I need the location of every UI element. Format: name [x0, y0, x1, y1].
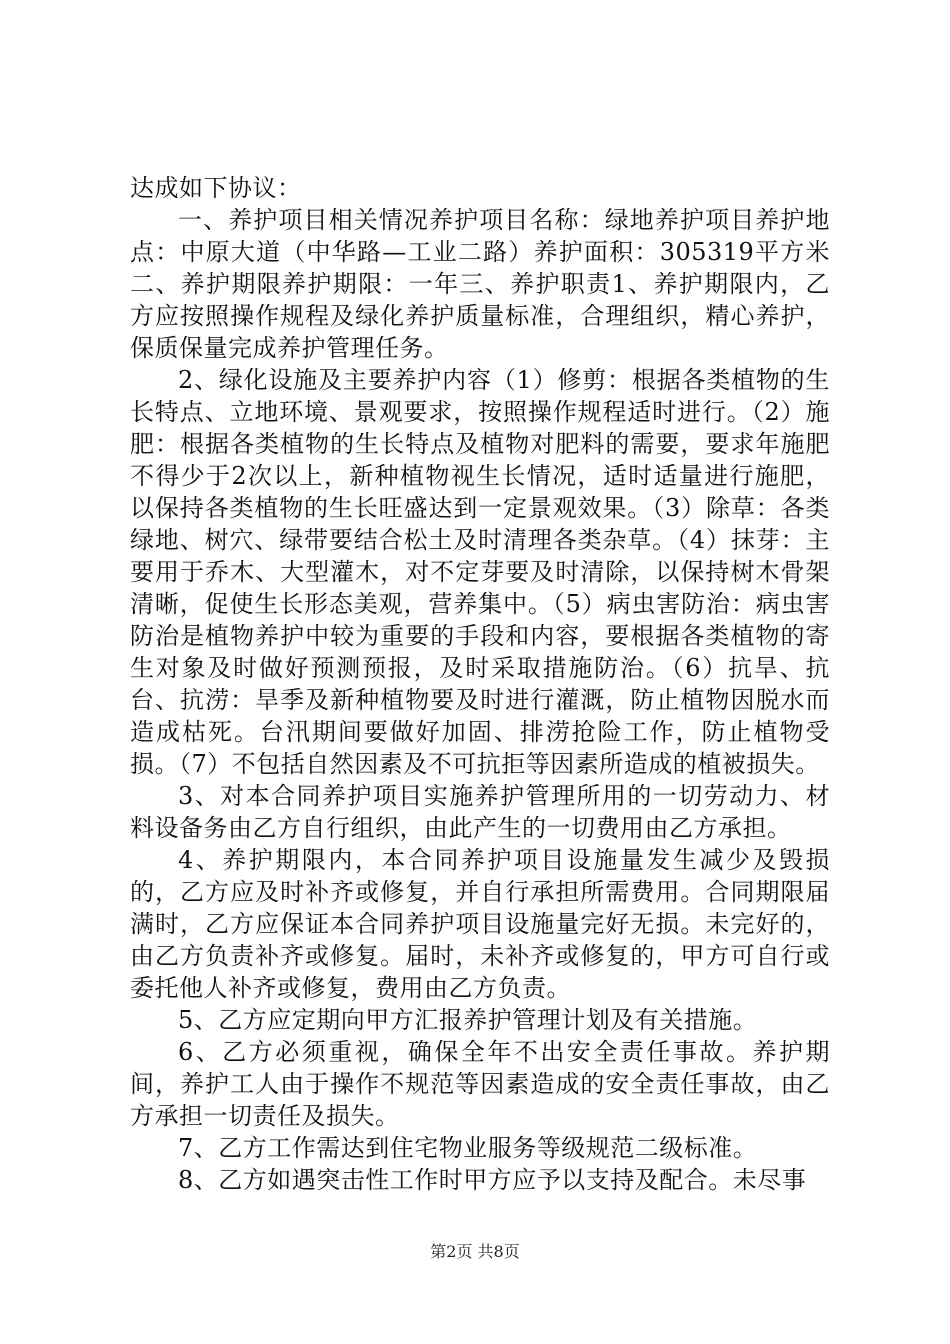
- document-body: [130, 172, 830, 1196]
- paragraph-clause-2: 2、绿化设施及主要养护内容（1）修剪：根据各类植物的生长特点、立地环境、景观要求，按照操作规程适时进行。（2）施肥：根据各类植物的生长特点及植物对肥料的需要，要求年施肥不得少于2次以上，新种植物视生长情况，适时适量进行施肥，以保持各类植物的生长旺盛达到一定景观效果。（3）除草：各类绿地、树穴、绿带要结合松土及时清理各类杂草。（4）抹芽：主要用于乔木、大型灌木，对不定芽要及时清除，以保持树木骨架清晰，促使生长形态美观，营养集中。（5）病虫害防治：病虫害防治是植物养护中较为重要的手段和内容，要根据各类植物的寄生对象及时做好预测预报，及时采取措施防治。（6）抗旱、抗台、抗涝：旱季及新种植物要及时进行灌溉，防止植物因脱水而造成枯死。台汛期间要做好加固、排涝抢险工作，防止植物受损。（7）不包括自然因素及不可抗拒等因素所造成的植被损失。: [130, 366, 830, 778]
- paragraph-clause-1: 一、养护项目相关情况养护项目名称：绿地养护项目养护地点：中原大道（中华路—工业二路）养护面积：305319平方米二、养护期限养护期限：一年三、养护职责1、养护期限内，乙方应按照操作规程及绿化养护质量标准，合理组织，精心养护，保质保量完成养护管理任务。: [130, 206, 830, 362]
- paragraph-clause-3: 3、对本合同养护项目实施养护管理所用的一切劳动力、材料设备务由乙方自行组织，由此产生的一切费用由乙方承担。: [130, 782, 830, 842]
- paragraph-intro: 达成如下协议：: [130, 174, 302, 202]
- paragraph-clause-7: 7、乙方工作需达到住宅物业服务等级规范二级标准。: [178, 1134, 758, 1162]
- paragraph-clause-4: 4、养护期限内，本合同养护项目设施量发生减少及毁损的，乙方应及时补齐或修复，并自行承担所需费用。合同期限届满时，乙方应保证本合同养护项目设施量完好无损。未完好的，由乙方负责补齐或修复。届时，未补齐或修复的，甲方可自行或委托他人补齐或修复，费用由乙方负责。: [130, 846, 830, 1002]
- paragraph-clause-5: 5、乙方应定期向甲方汇报养护管理计划及有关措施。: [178, 1006, 758, 1034]
- paragraph-clause-8: 8、乙方如遇突击性工作时甲方应予以支持及配合。未尽事: [178, 1166, 807, 1194]
- page-number-footer: 第2页 共8页: [430, 1242, 520, 1261]
- paragraph-clause-6: 6、乙方必须重视，确保全年不出安全责任事故。养护期间，养护工人由于操作不规范等因素造成的安全责任事故，由乙方承担一切责任及损失。: [130, 1038, 830, 1130]
